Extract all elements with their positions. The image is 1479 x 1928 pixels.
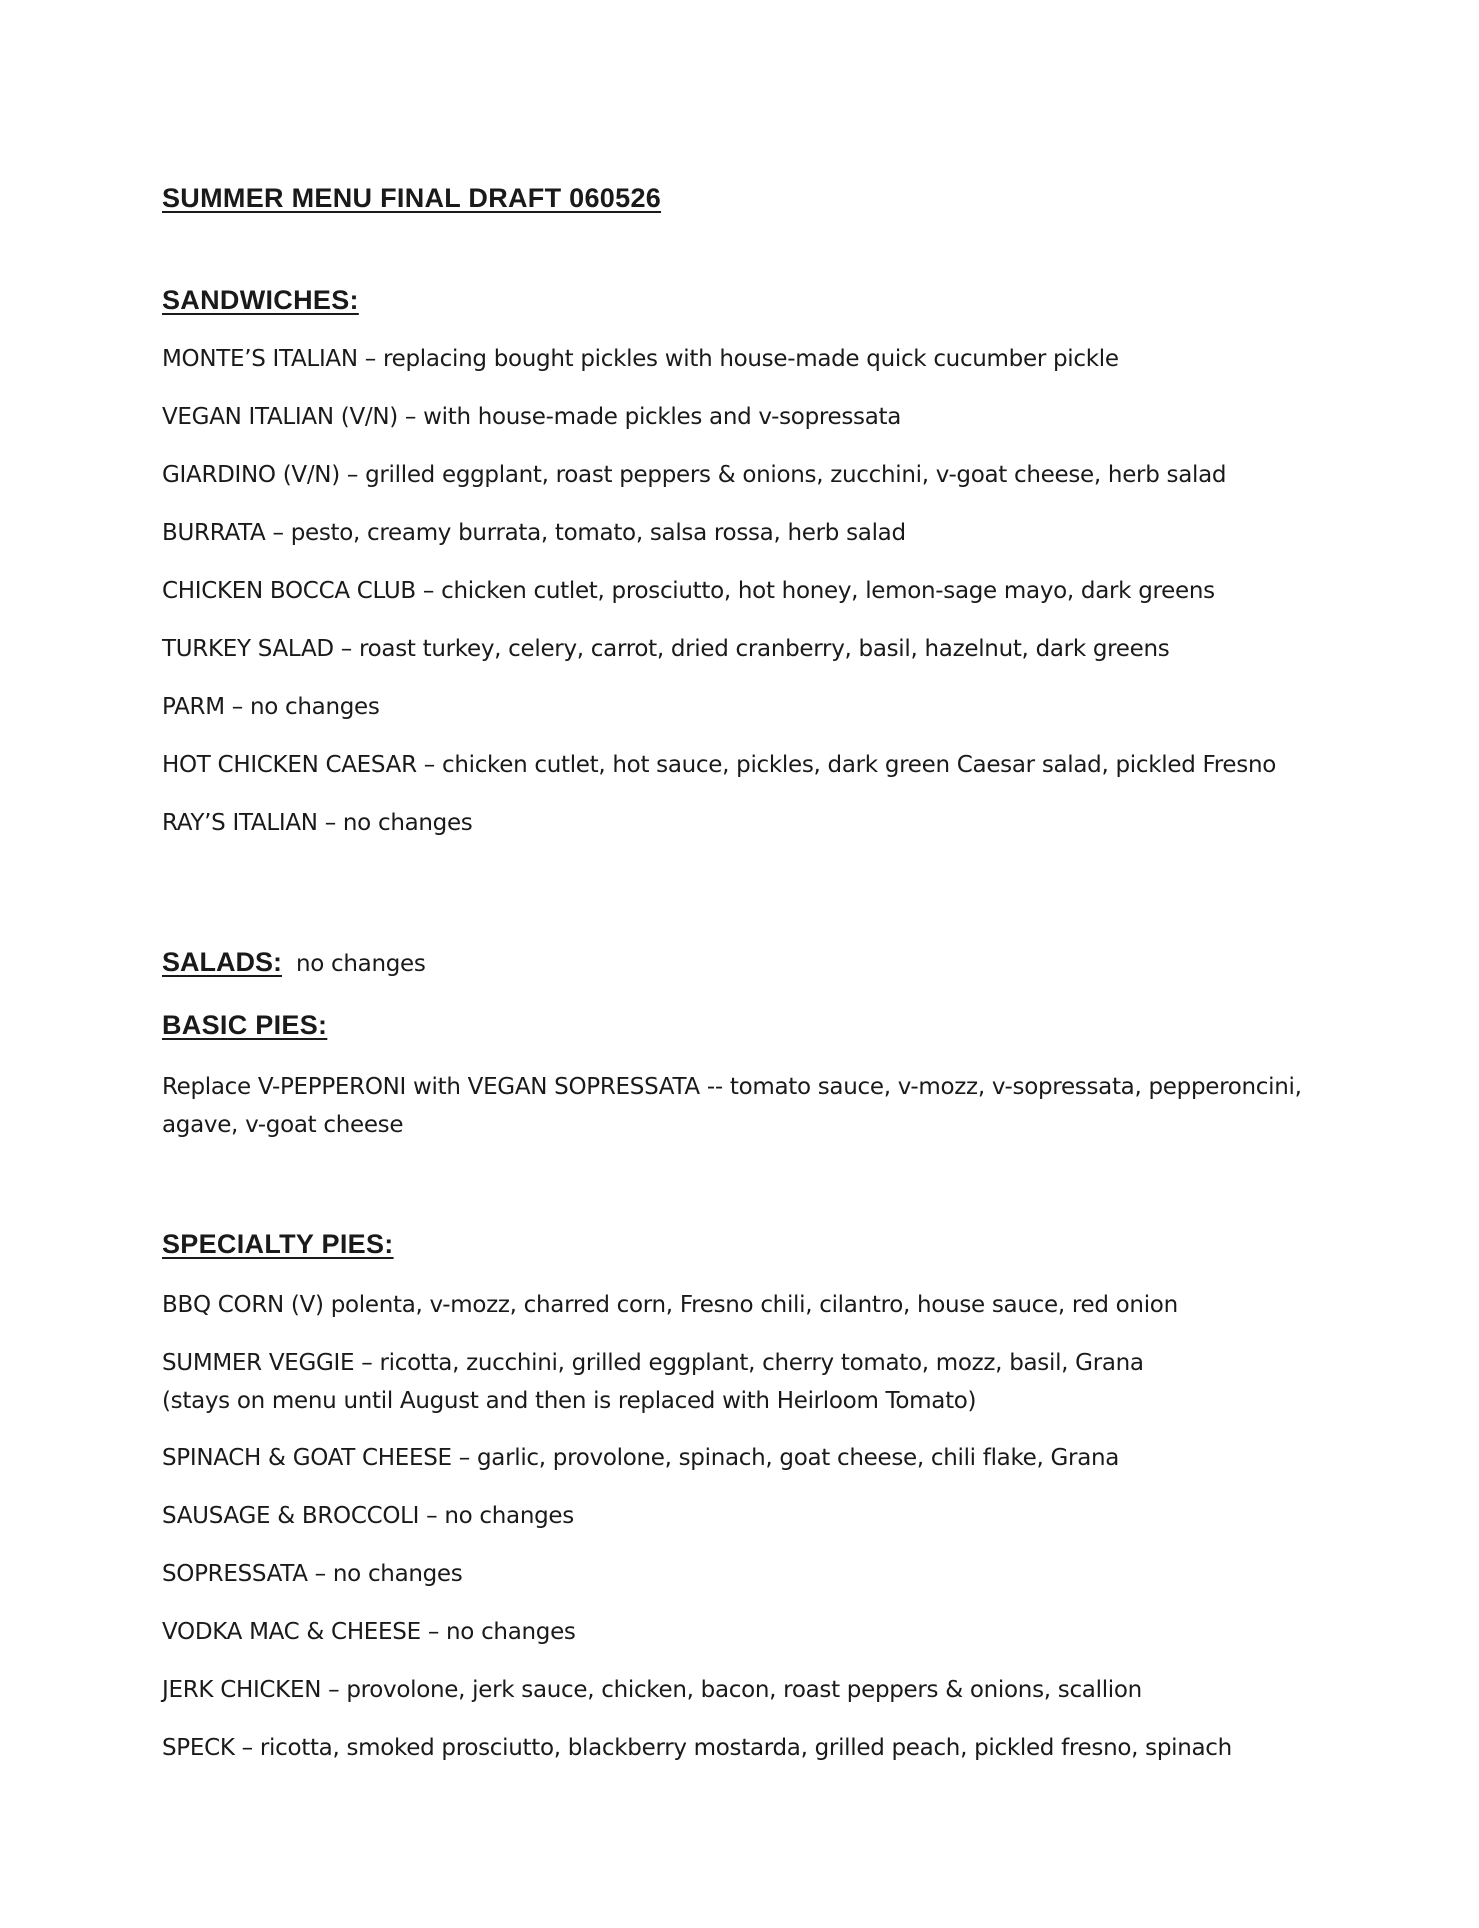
sandwich-item: HOT CHICKEN CAESAR – chicken cutlet, hot sauce, pickles, dark green Caesar salad, pickled Fresno: [162, 752, 1276, 778]
specialty-pie-item: JERK CHICKEN – provolone, jerk sauce, chicken, bacon, roast peppers & onions, scallion: [162, 1677, 1142, 1703]
specialty-pie-note: (stays on menu until August and then is replaced with Heirloom Tomato): [162, 1388, 977, 1414]
specialty-pie-item: SOPRESSATA – no changes: [162, 1561, 463, 1587]
specialty-pies-heading: SPECIALTY PIES:: [162, 1229, 394, 1259]
basic-pies-text-line: Replace V-PEPPERONI with VEGAN SOPRESSATA -- tomato sauce, v-mozz, v-sopressata, pepperoncini,: [162, 1074, 1302, 1100]
document-title: SUMMER MENU FINAL DRAFT 060526: [162, 183, 662, 213]
specialty-pie-item: SPECK – ricotta, smoked prosciutto, blackberry mostarda, grilled peach, pickled fresno, spinach: [162, 1735, 1232, 1761]
specialty-pie-item: BBQ CORN (V) polenta, v-mozz, charred corn, Fresno chili, cilantro, house sauce, red onion: [162, 1292, 1178, 1318]
specialty-pie-item: VODKA MAC & CHEESE – no changes: [162, 1619, 576, 1645]
sandwich-item: CHICKEN BOCCA CLUB – chicken cutlet, prosciutto, hot honey, lemon-sage mayo, dark greens: [162, 578, 1215, 604]
sandwich-item: GIARDINO (V/N) – grilled eggplant, roast peppers & onions, zucchini, v-goat cheese, herb salad: [162, 462, 1227, 488]
sandwich-item: VEGAN ITALIAN (V/N) – with house-made pickles and v-sopressata: [162, 404, 902, 430]
sandwich-item: MONTE’S ITALIAN – replacing bought pickles with house-made quick cucumber pickle: [162, 346, 1119, 372]
sandwich-item: BURRATA – pesto, creamy burrata, tomato, salsa rossa, herb salad: [162, 520, 906, 546]
sandwich-item: RAY’S ITALIAN – no changes: [162, 810, 473, 836]
specialty-pie-item: SAUSAGE & BROCCOLI – no changes: [162, 1503, 574, 1529]
sandwiches-heading: SANDWICHES:: [162, 285, 359, 315]
basic-pies-text-line: agave, v-goat cheese: [162, 1112, 404, 1138]
specialty-pie-item: SUMMER VEGGIE – ricotta, zucchini, grilled eggplant, cherry tomato, mozz, basil, Grana: [162, 1350, 1144, 1376]
sandwich-item: PARM – no changes: [162, 694, 380, 720]
salads-note: no changes: [296, 951, 426, 977]
salads-row: [162, 947, 426, 978]
basic-pies-heading: BASIC PIES:: [162, 1010, 328, 1040]
salads-heading: SALADS:: [162, 947, 282, 977]
sandwich-item: TURKEY SALAD – roast turkey, celery, carrot, dried cranberry, basil, hazelnut, dark greens: [162, 636, 1170, 662]
specialty-pie-item: SPINACH & GOAT CHEESE – garlic, provolone, spinach, goat cheese, chili flake, Grana: [162, 1445, 1120, 1471]
